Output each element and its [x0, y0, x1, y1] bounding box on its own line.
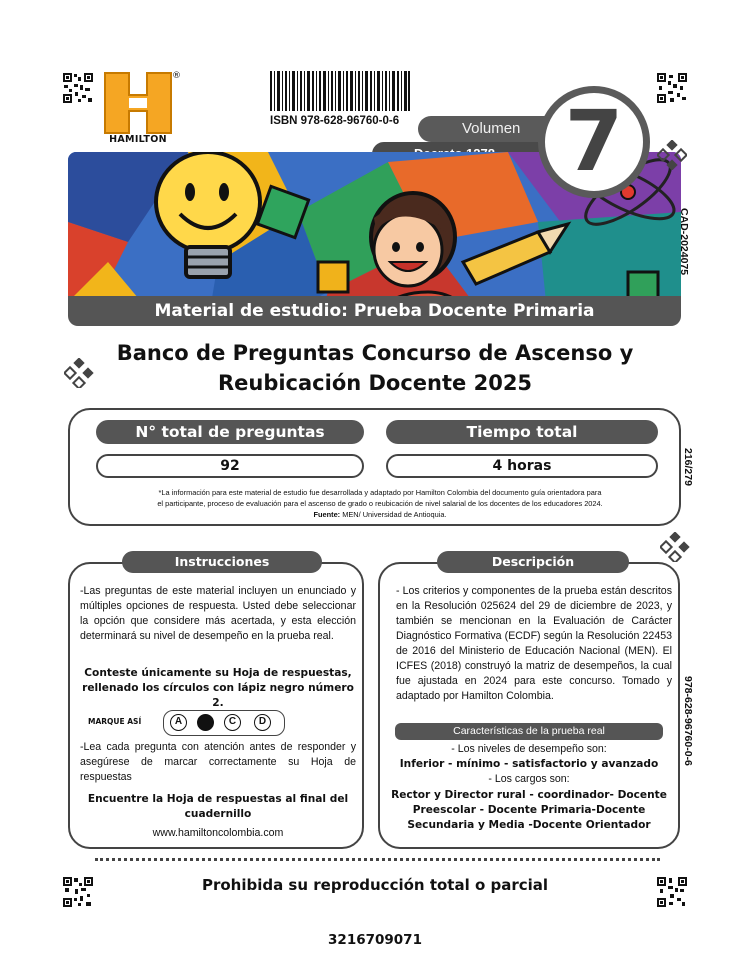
description-paragraph: - Los criterios y componentes de la prueba están descritos en la Resolución 025624 del 29 de diciembre de 2023, y también se mencionan en la Evaluación de Carácter Diagnóstico Formativa (ECDF) según la Resolución 22453 de 2016 del Ministerio de Educación Nacional (MEN). El ICFES (2018) construyó la matriz de desempeños, la cual fue ajustada en 2024 para este concurso. Tomado y adaptado por Hamilton Colombia. [396, 585, 672, 702]
diamond-decoration-icon [657, 140, 687, 170]
diamond-decoration-icon [64, 358, 94, 388]
website-link[interactable]: www.hamiltoncolombia.com [152, 827, 284, 839]
questions-label: N° total de preguntas [96, 420, 364, 444]
side-code-top: CAD-2024075 [678, 208, 690, 276]
dotted-divider [95, 858, 660, 861]
qr-code-icon [62, 72, 94, 104]
isbn-number: ISBN 978-628-96760-0-6 [270, 115, 400, 127]
option-a-bubble: A [170, 714, 187, 731]
barcode-icon [270, 71, 410, 111]
study-material-subtitle: Material de estudio: Prueba Docente Primaria [68, 296, 681, 326]
performance-levels: Inferior - mínimo - satisfactorio y avanzado [399, 758, 659, 770]
instructions-heading: Instrucciones [122, 551, 322, 573]
answer-sheet-location: Encuentre la Hoja de respuestas al final del cuadernillo [87, 793, 349, 820]
side-code-bottom: 978-628-96760-0-6 [682, 676, 694, 766]
positions-intro: - Los cargos son: [488, 773, 570, 785]
option-b-filled-bubble [197, 714, 214, 731]
registered-mark: ® [172, 71, 181, 81]
instructions-paragraph-2: -Lea cada pregunta con atención antes de responder y asegúrese de marcar correctamente su Hoja de respuestas [80, 741, 356, 783]
volume-number: 7 [538, 86, 650, 198]
description-heading: Descripción [437, 551, 629, 573]
time-label: Tiempo total [386, 420, 658, 444]
page-title [95, 338, 655, 398]
volume-label: Volumen [418, 116, 558, 142]
positions-list: Rector y Director rural - coordinador- Docente Preescolar - Docente Primaria-Docente Secundaria y Media -Docente Orientador [391, 789, 667, 831]
instructions-paragraph: -Las preguntas de este material incluyen un enunciado y múltiples opciones de respuesta. Usted debe seleccionar la opción que considere más acertada, y esta elección determinará su nivel de desempeño en la prueba real. [80, 585, 356, 642]
page-title-line2: Reubicación Docente 2025 [217, 371, 533, 395]
qr-code-icon [656, 876, 688, 908]
qr-code-icon [62, 876, 94, 908]
phone-number: 3216709071 [328, 932, 422, 948]
option-d-bubble: D [254, 714, 271, 731]
levels-intro: - Los niveles de desempeño son: [451, 743, 607, 755]
hamilton-logo [103, 71, 173, 135]
qr-code-icon [656, 72, 688, 104]
reproduction-notice: Prohibida su reproducción total o parcial [201, 876, 549, 894]
answer-sheet-instruction: Conteste únicamente su Hoja de respuestas, rellenado los círculos con lápiz negro número 2. [82, 667, 354, 709]
logo-wordmark: HAMILTON [109, 134, 167, 145]
time-value: 4 horas [386, 454, 658, 478]
source-note: *La información para este material de estudio fue desarrollada y adaptado por Hamilton Colombia del documento guía orientadora para el participante, proceso de evaluación para el ascenso de grado o reubicación de nivel salarial de los docentes de los educadores 2024. Fuente: MEN/ Universidad de Antioquia. [157, 488, 603, 519]
option-c-bubble: C [224, 714, 241, 731]
page-title-line1: Banco de Preguntas Concurso de Ascenso y [116, 341, 634, 365]
side-code-middle: 216/279 [682, 448, 694, 486]
mark-example-label: MARQUE ASÍ [88, 717, 142, 726]
questions-value: 92 [96, 454, 364, 478]
characteristics-label: Características de la prueba real [395, 723, 663, 740]
diamond-decoration-icon [660, 532, 690, 562]
